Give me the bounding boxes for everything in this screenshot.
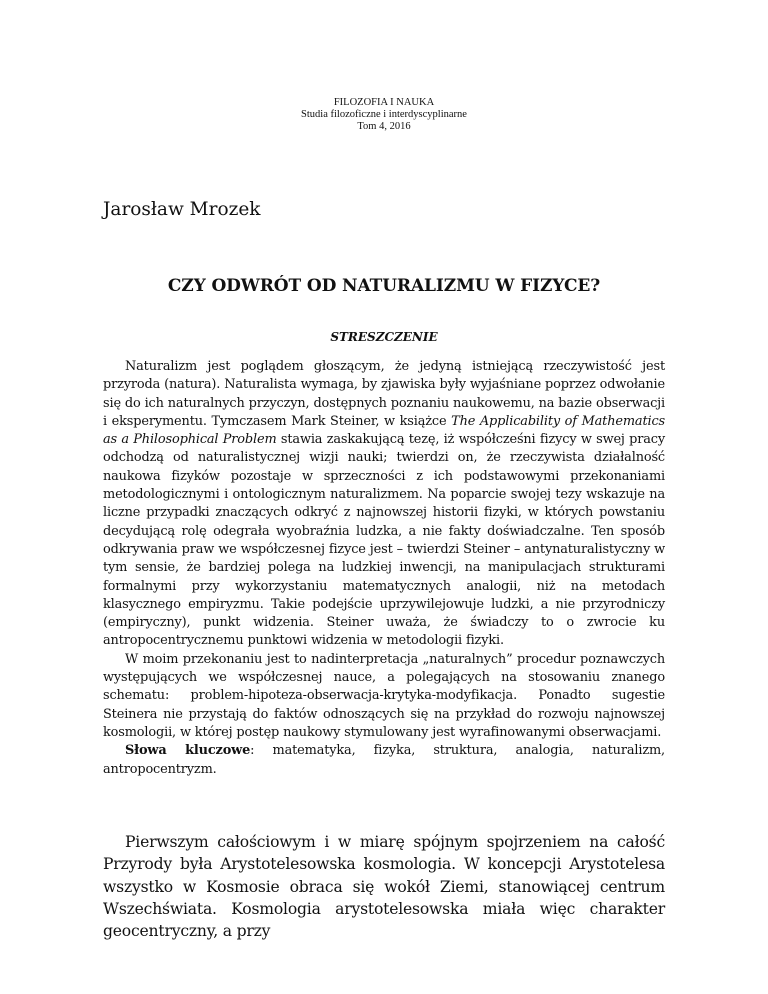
abstract-p1-part-b: stawia zaskakującą tezę, iż współcześni fizycy w swej pracy odchodzą od naturalistycznej wizji nauki; twierdzi on, że rzeczywista działalność naukowa fizyków pozostaje w sprzeczności z ich podstawowymi przekonaniami metodologicznymi i ontologicznym naturalizmem. Na poparcie swojej tezy wskazuje na liczne przypadki znaczących odkryć z najnowszej historii fizyki, w których powstaniu decydującą rolę odegrała wyobraźnia ludzka, a nie fakty doświadczalne. Ten sposób odkrywania praw we współczesnej fizyce jest – twierdzi Steiner – antynaturalistyczny w tym sensie, że bardziej polega na ludzkiej inwencji, na manipulacjach strukturami formalnymi przy wykorzystaniu matematycznych analogii, niż na metodach klasycznego empiryzmu. Takie podejście uprzywilejowuje ludzki, a nie przyrodniczy (empiryczny), punkt widzenia. Steiner uważa, że świadczy to o zwrocie ku antropocentrycznemu punktowi widzenia w metodologii fizyki. bbox=[103, 432, 665, 649]
keywords-list: : matematyka, fizyka, struktura, analogia, naturalizm, antropocentryzm. bbox=[103, 743, 665, 777]
journal-subtitle: Studia filozoficzne i interdyscyplinarne bbox=[301, 109, 467, 120]
keywords-label: Słowa kluczowe bbox=[125, 743, 251, 759]
article-title: CZY ODWRÓT OD NATURALIZMU W FIZYCE? bbox=[167, 276, 601, 296]
abstract-paragraph-2: W moim przekonaniu jest to nadinterpretacja „naturalnych” procedur poznawczych występujących we współczesnej nauce, a polegających na stosowaniu znanego schematu: problem-hipoteza-obserwacja-krytyka-modyfikacja. Ponadto sugestie Steinera nie przystają do faktów odnoszących się na przykład do rozwoju najnowszej kosmologii, w której postęp naukowy stymulowany jest wyrafinowanymi obserwacjami. bbox=[103, 651, 665, 740]
keywords-line bbox=[103, 742, 665, 779]
abstract-block bbox=[103, 358, 665, 779]
body-paragraph-1: Pierwszym całościowym i w miarę spójnym spojrzeniem na całość Przyrody była Arystotelesowska kosmologia. W koncepcji Arystotelesa wszystko w Kosmosie obraca się wokół Ziemi, stanowiącej centrum Wszechświata. Kosmologia arystotelesowska miała więc charakter geocentryczny, a przy bbox=[103, 833, 665, 941]
abstract-heading: STRESZCZENIE bbox=[330, 330, 438, 344]
body-text bbox=[103, 831, 665, 942]
journal-volume: Tom 4, 2016 bbox=[357, 121, 411, 132]
abstract-p1-part-a: Naturalizm jest poglądem głoszącym, że jedyną istniejącą rzeczywistość jest przyroda (natura). Naturalista wymaga, by zjawiska były wyjaśniane poprzez odwołanie się do ich naturalnych przyczyn, dostępnych poznaniu naukowemu, na bazie obserwacji i eksperymentu. Tymczasem Mark Steiner, w książce bbox=[103, 359, 665, 429]
abstract-paragraph-1 bbox=[103, 358, 665, 651]
author-name: Jarosław Mrozek bbox=[103, 199, 261, 220]
journal-name: FILOZOFIA I NAUKA bbox=[333, 97, 435, 108]
journal-header bbox=[0, 97, 768, 133]
book-title: The Applicability of Mathematics as a Philosophical Problem bbox=[103, 413, 665, 448]
